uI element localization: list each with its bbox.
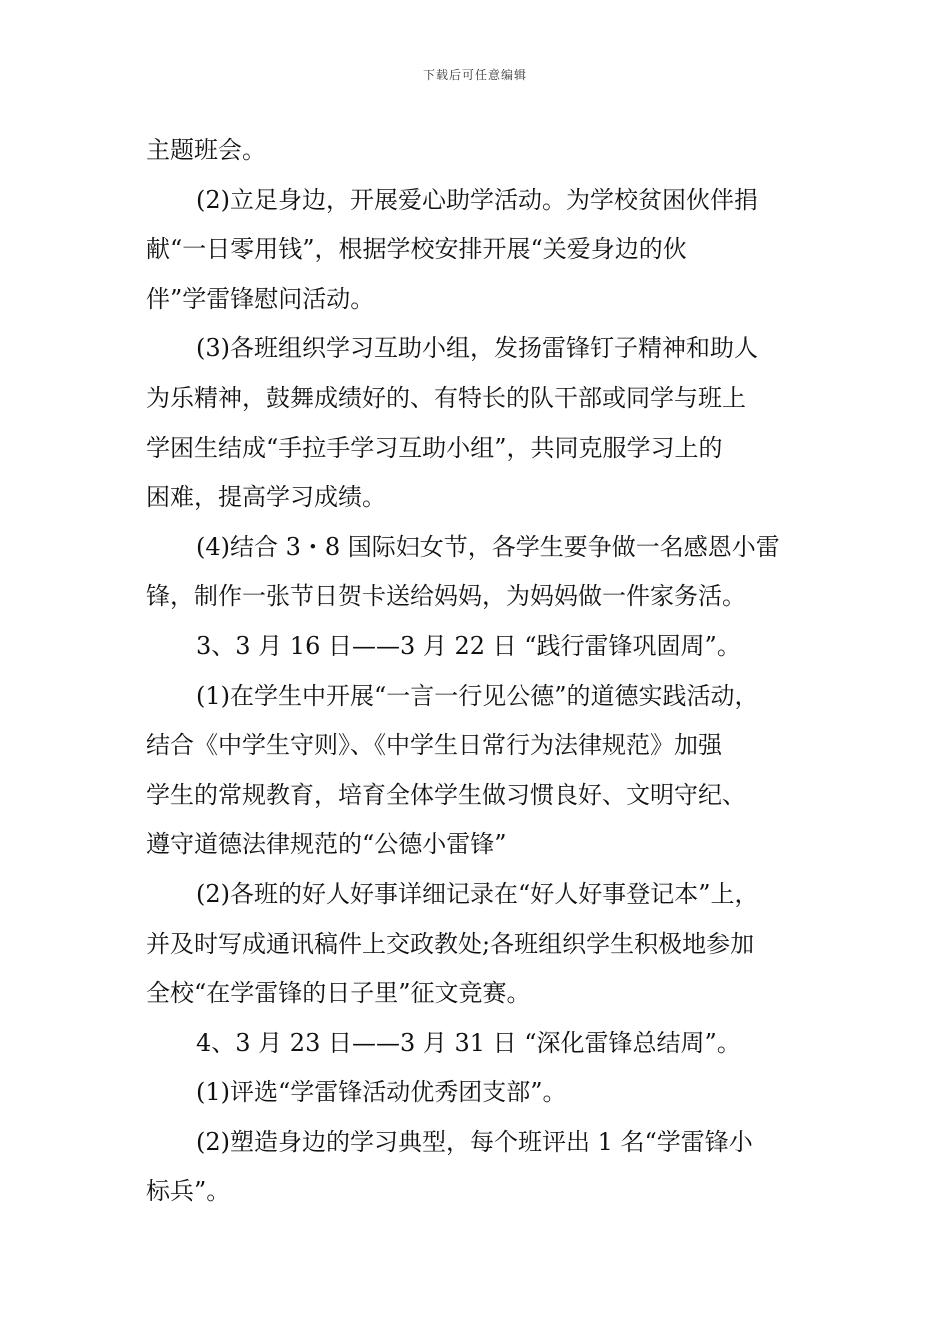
text-line: 全校“在学雷锋的日子里”征文竞赛。 <box>146 979 531 1008</box>
text-line: (1)评选“学雷锋活动优秀团支部”。 <box>196 1078 567 1107</box>
text-line: 为乐精神，鼓舞成绩好的、有特长的队干部或同学与班上 <box>146 383 746 412</box>
text-line: (1)在学生中开展“一言一行见公德”的道德实践活动， <box>196 681 759 710</box>
text-line: 献“一日零用钱”，根据学校安排开展“关爱身边的伙 <box>146 235 687 264</box>
page-header: 下载后可任意编辑 <box>422 68 527 82</box>
text-line: 4、3 月 23 日——3 月 31 日 “深化雷锋总结周”。 <box>196 1028 741 1057</box>
text-line: 遵守道德法律规范的“公德小雷锋” <box>146 830 507 859</box>
text-line: 学困生结成“手拉手学习互助小组”，共同克服学习上的 <box>146 433 723 462</box>
text-line: (2)立足身边，开展爱心助学活动。为学校贫困伙伴捐 <box>196 185 758 214</box>
text-line: (2)各班的好人好事详细记录在“好人好事登记本”上， <box>196 879 759 908</box>
text-line: 主题班会。 <box>146 136 266 164</box>
text-line: 并及时写成通讯稿件上交政教处;各班组织学生积极地参加 <box>146 929 755 958</box>
text-line: 伴”学雷锋慰问活动。 <box>146 284 375 313</box>
text-line: 锋，制作一张节日贺卡送给妈妈，为妈妈做一件家务活。 <box>146 582 746 611</box>
text-line: 困难，提高学习成绩。 <box>146 483 386 512</box>
text-line: (3)各班组织学习互助小组，发扬雷锋钉子精神和助人 <box>196 334 758 363</box>
text-line: (2)塑造身边的学习典型，每个班评出 1 名“学雷锋小 <box>196 1127 753 1156</box>
text-line: 3、3 月 16 日——3 月 22 日 “践行雷锋巩固周”。 <box>196 631 741 660</box>
document-body <box>146 126 814 1217</box>
text-line: 标兵”。 <box>146 1177 231 1206</box>
text-line: 学生的常规教育，培育全体学生做习惯良好、文明守纪、 <box>146 780 746 809</box>
text-line: (4)结合 3・8 国际妇女节，各学生要争做一名感恩小雷 <box>196 532 780 561</box>
text-line: 结合《中学生守则》、《中学生日常行为法律规范》加强 <box>146 731 722 760</box>
